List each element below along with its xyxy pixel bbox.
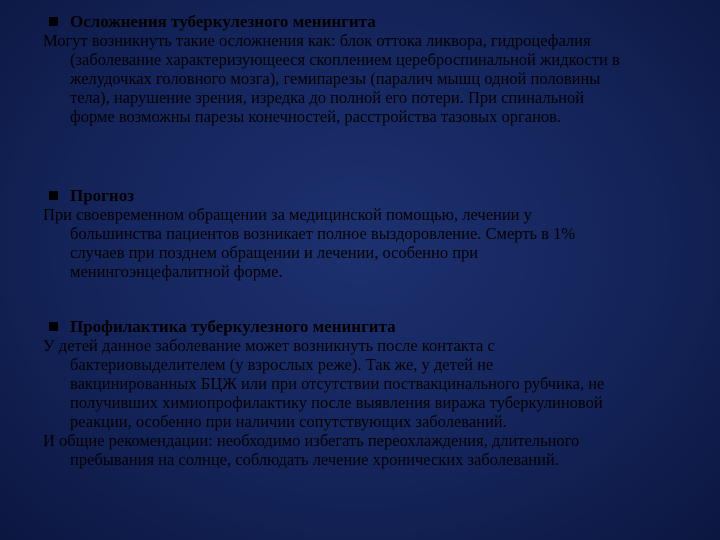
square-bullet-icon bbox=[49, 191, 58, 200]
paragraph: У детей данное заболевание может возникнуть после контакта с бактериовыделителем (у взрослых реже). Так же, у детей не вакцинированных БЦЖ или при отсутствии поствакцинального рубчика, не получивших химиопрофилактику после выявления виража туберкулиновой реакции, особенно при наличии сопутствующих заболеваний. bbox=[43, 336, 605, 431]
square-bullet-icon bbox=[49, 322, 58, 331]
paragraph: Могут возникнуть такие осложнения как: блок оттока ликвора, гидроцефалия (заболевание характеризующееся скоплением цереброспинальной жидкости в желудочках головного мозга), гемипарезы (паралич мышц одной половины тела), нарушение зрения, изредка до полной его потери. При спинальной форме возможны парезы конечностей, расстройства тазовых органов. bbox=[43, 31, 620, 126]
heading-text: Осложнения туберкулезного менингита bbox=[70, 12, 376, 31]
section-prevention bbox=[0, 317, 720, 469]
heading-text: Прогноз bbox=[70, 186, 135, 205]
heading-text: Профилактика туберкулезного менингита bbox=[70, 317, 396, 336]
section-complications bbox=[0, 12, 720, 126]
section-heading bbox=[0, 186, 720, 205]
paragraph: И общие рекомендации: необходимо избегать переохлаждения, длительного пребывания на солнце, соблюдать лечение хронических заболеваний. bbox=[43, 431, 580, 469]
square-bullet-icon bbox=[49, 17, 58, 26]
section-heading bbox=[0, 317, 720, 336]
paragraph: При своевременном обращении за медицинской помощью, лечении у большинства пациентов возникает полное выздоровление. Смерть в 1% случаев при позднем обращении и лечении, особенно при менингоэнцефалитной форме. bbox=[43, 205, 576, 281]
section-prognosis bbox=[0, 186, 720, 281]
section-heading bbox=[0, 12, 720, 31]
